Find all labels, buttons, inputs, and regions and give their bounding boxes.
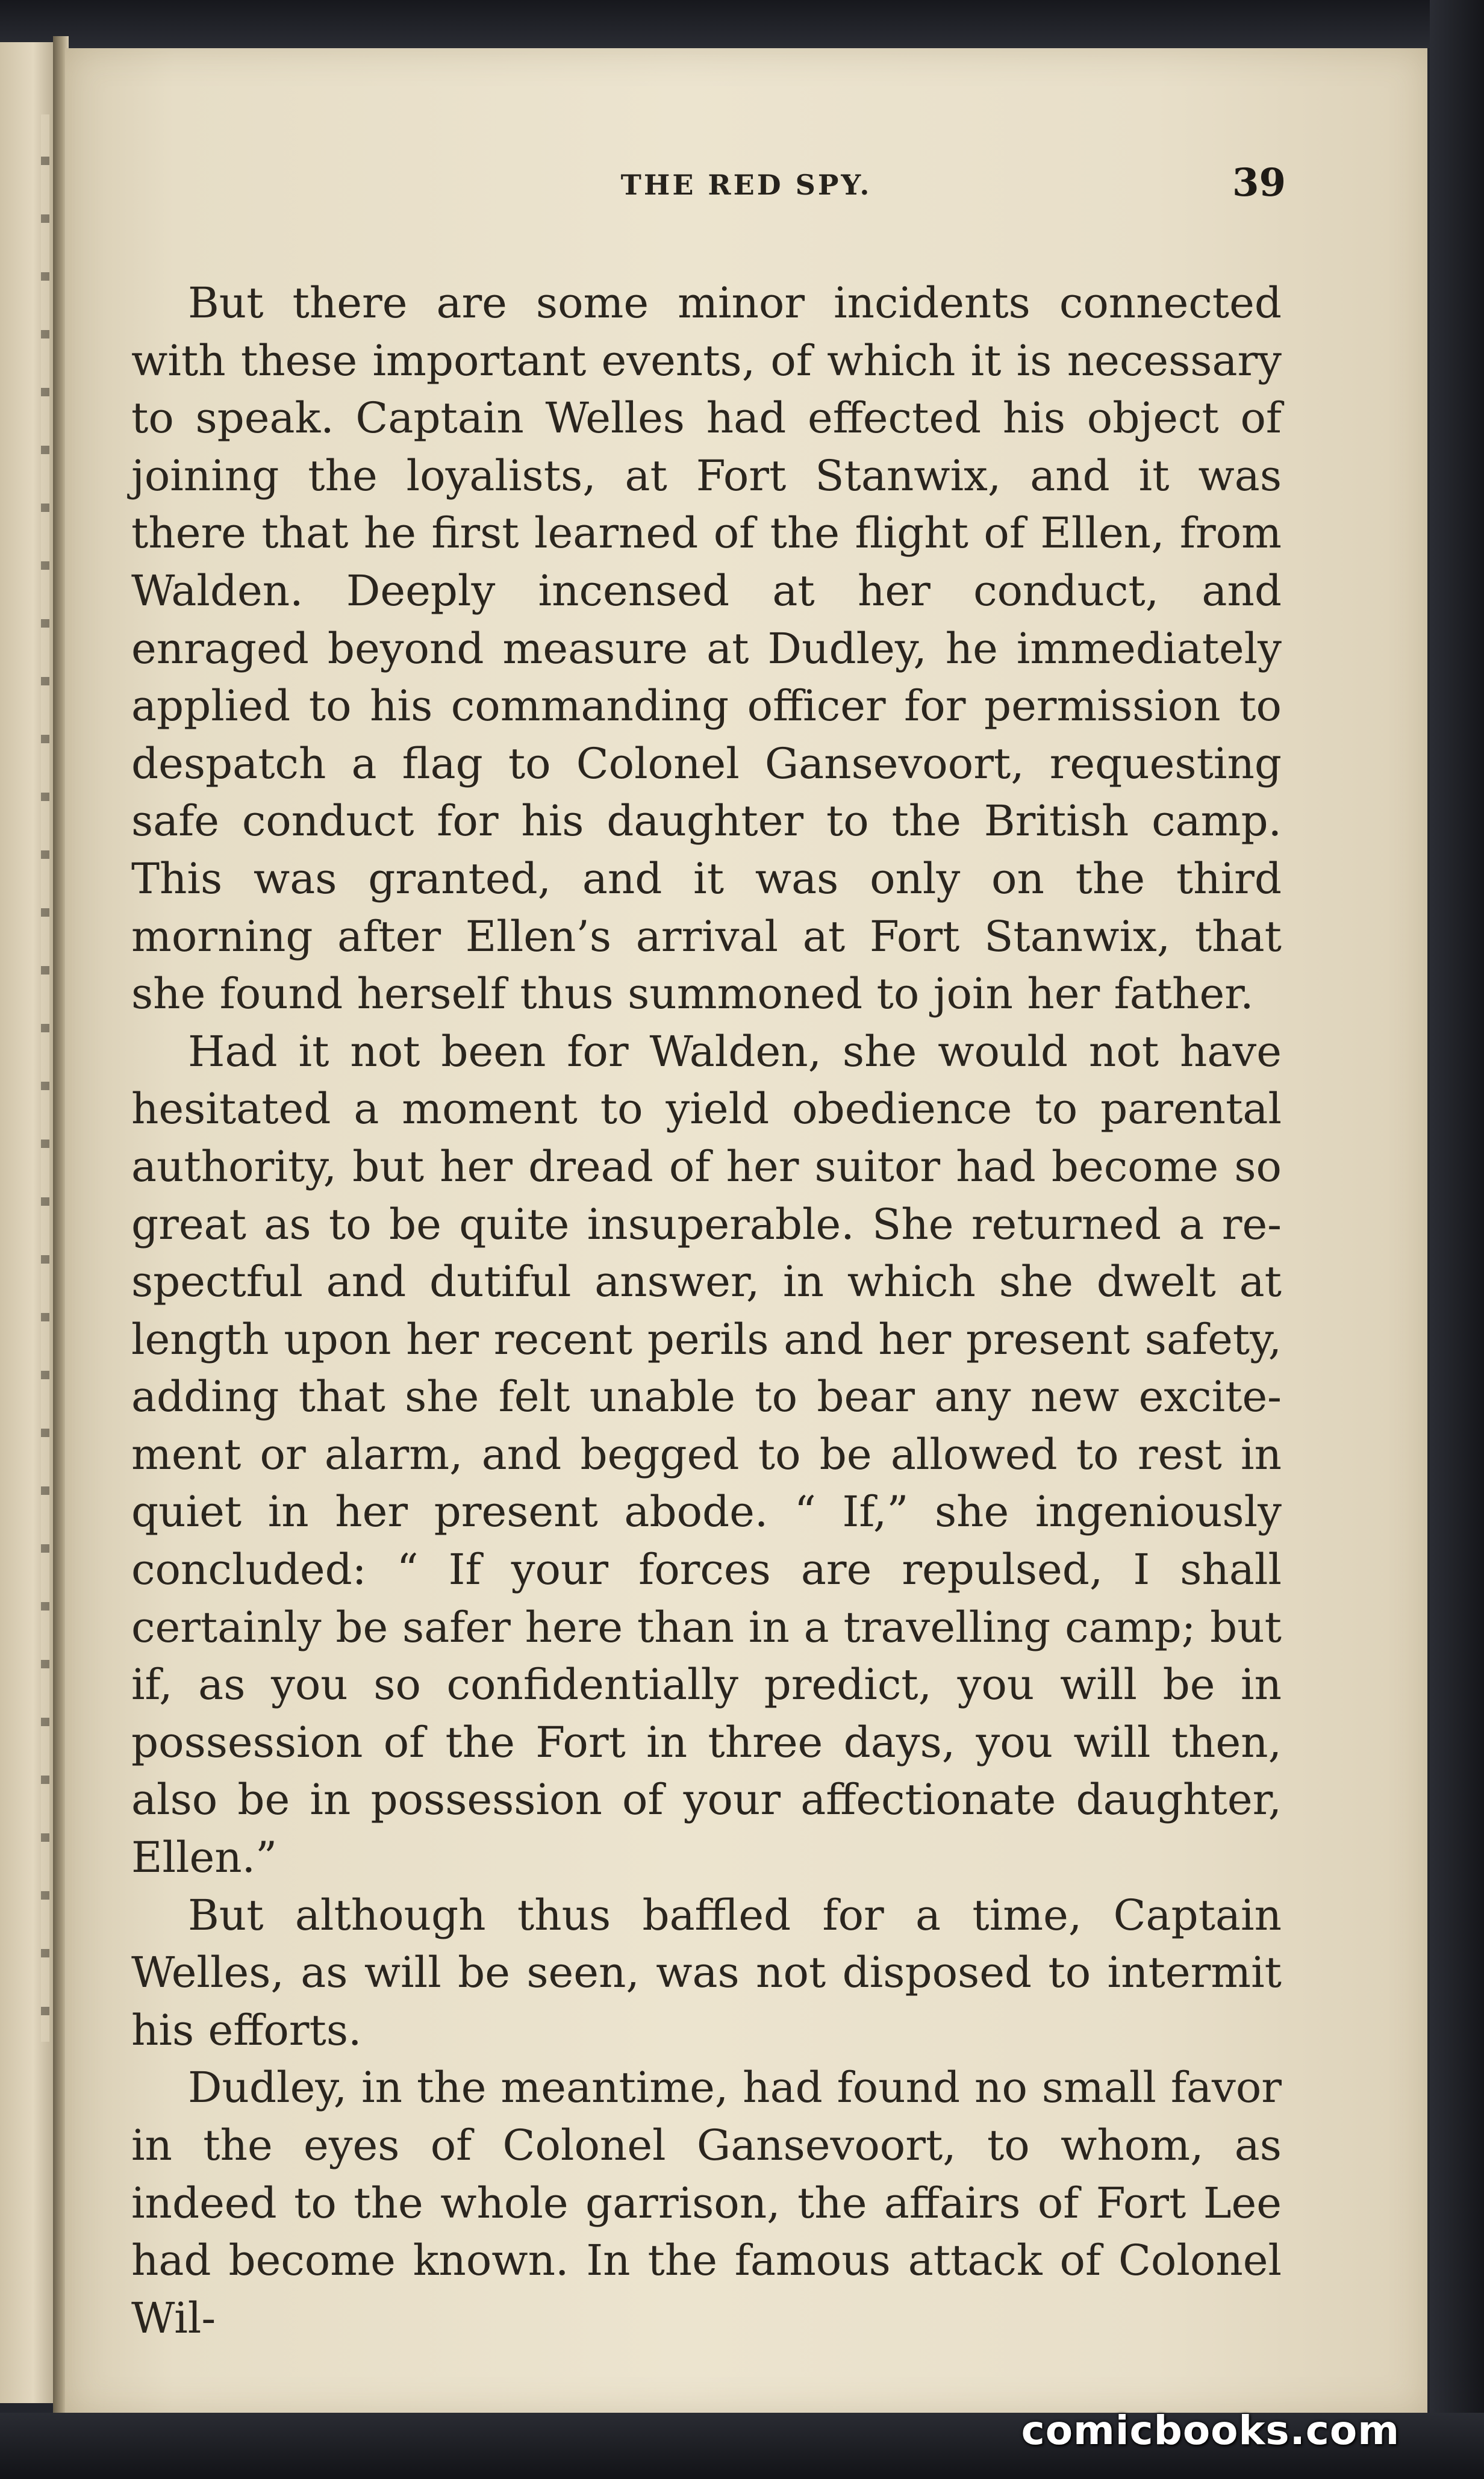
page-number: 39 xyxy=(1232,160,1286,205)
paragraph: But although thus baffled for a time, Captain Welles, as will be seen, was not disposed to intermit his efforts. xyxy=(131,1890,1282,2055)
paragraph: But there are some minor incidents connected with these important events, of which it is necessary to speak. Captain Welles had effected his object of joining the loyalists, at Fort Stanwix, and it was there that he first learned of the flight of Ellen, from Walden. Deeply incensed at her conduct, and enraged beyond measure at Dudley, he immediately applied to his commanding officer for permission to despatch a flag to Colonel Gansevoort, requesting safe conduct for his daughter to the British camp. This was granted, and it was only on the third morning after Ellen’s arrival at Fort Stanwix, that she found herself thus summoned to join her father. xyxy=(131,278,1282,1019)
previous-page-text-edge xyxy=(41,114,49,2042)
top-shadow xyxy=(0,0,1484,48)
watermark: comicbooks.com xyxy=(1021,2407,1400,2454)
book-page xyxy=(65,48,1427,2415)
body-text xyxy=(131,275,1282,2347)
paragraph: Dudley, in the meantime, had found no small favor in the eyes of Colonel Gansevoort, to whom, as indeed to the whole garrison, the affairs of Fort Lee had become known. In the famous attack of Colonel Wil- xyxy=(131,2063,1282,2343)
right-shadow xyxy=(1430,0,1484,2479)
paragraph: Had it not been for Walden, she would not have hesitated a moment to yield obedience to parental authority, but her dread of her suitor had become so great as to be quite insuperable. She returned a respectful and dutiful answer, in which she dwelt at length upon her recent perils and her present safety, adding that she felt unable to bear any new excitement or alarm, and begged to be allowed to rest in quiet in her present abode. “ If,” she ingeniously concluded: “ If your forces are repulsed, I shall certainly be safer here than in a travelling camp; but if, as you so confidentially predict, you will be in possession of the Fort in three days, you will then, also be in possession of your affectionate daughter, Ellen.” xyxy=(131,1026,1282,1883)
previous-page-edge xyxy=(0,42,55,2403)
running-title: THE RED SPY. xyxy=(620,169,872,201)
running-head xyxy=(65,160,1427,223)
